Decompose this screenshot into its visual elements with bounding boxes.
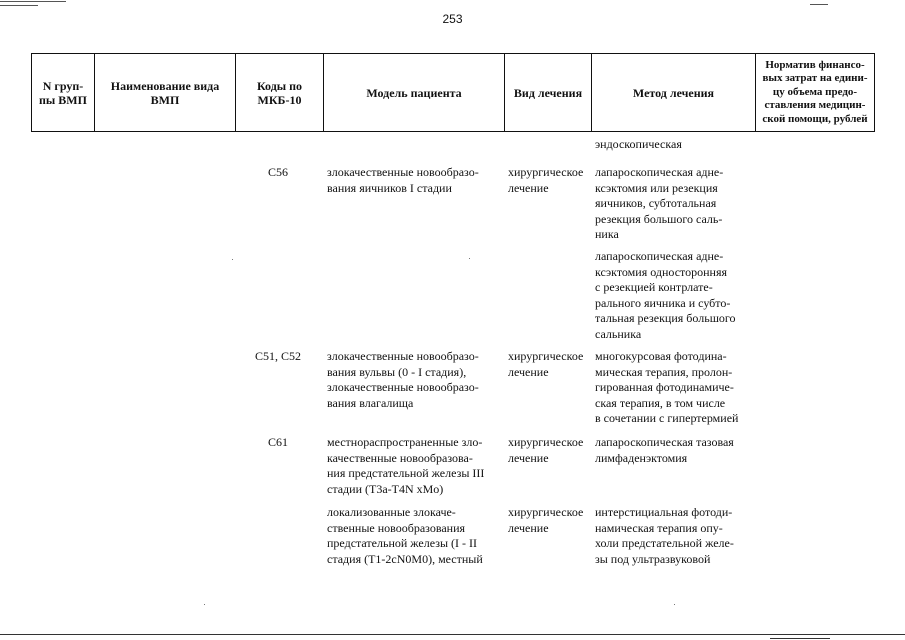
method-cell: лапароскопическая адне- ксэктомия односторонняя с резекцией контрлате- рального яичника и субто- тальная резекция большого сальника — [595, 249, 736, 341]
table-header — [31, 53, 875, 132]
scan-dot — [232, 259, 233, 260]
treatment-cell: хирургическое лечение — [508, 165, 584, 195]
scan-dot — [469, 258, 470, 259]
page-bottom-rule — [0, 634, 905, 635]
treatment-cell: хирургическое лечение — [508, 505, 584, 535]
method-cell: эндоскопическая — [595, 137, 682, 151]
header-col-codes — [236, 54, 324, 131]
method-cell: лапароскопическая тазовая лимфаденэктомия — [595, 435, 734, 465]
header-col-treatment-type — [505, 54, 592, 131]
method-cell: лапароскопическая адне- ксэктомия или резекция яичников, субтотальная резекция большого саль- ника — [595, 165, 724, 241]
header-col-group — [32, 54, 95, 131]
header-label: N груп- пы ВМП — [39, 78, 87, 107]
page-number: 253 — [442, 12, 463, 26]
model-cell: местнораспространенные зло- качественные новообразова- ния предстательной железы III стадии (T3a-T4N xMo) — [327, 435, 485, 496]
method-cell: интерстициальная фотоди- намическая терапия опу- холи предстательной желе- зы под ультразвуковой — [595, 505, 734, 566]
model-cell: локализованные злокаче- ственные новообразования предстательной железы (I - II стадия (T1-2cN0M0), местный — [327, 505, 483, 566]
header-label: Метод лечения — [632, 85, 715, 100]
method-cell: многокурсовая фотодина- мическая терапия, пролон- гированная фотодинамиче- ская терапия, в том числе в сочетании с гипертермией — [595, 349, 739, 425]
scan-artifact-line — [810, 4, 828, 5]
header-col-norm — [756, 54, 874, 131]
model-cell: злокачественные новообразо- вания вульвы (0 - I стадия), злокачественные новообразо- вания влагалища — [327, 349, 479, 410]
code-cell: C56 — [268, 165, 289, 179]
scan-dot — [674, 604, 675, 605]
treatment-cell: хирургическое лечение — [508, 435, 584, 465]
header-label: Модель пациента — [366, 85, 462, 100]
header-label: Норматив финансо- вых затрат на едини- цу объема предо- ставления медицин- ской помощи, рублей — [762, 58, 868, 125]
code-cell: C61 — [268, 435, 289, 449]
model-cell: злокачественные новообразо- вания яичников I стадии — [327, 165, 479, 195]
header-label: Коды по МКБ-10 — [256, 78, 303, 107]
scan-artifact-line — [0, 1, 66, 2]
header-label: Наименование вида ВМП — [110, 78, 220, 107]
header-col-method — [592, 54, 756, 131]
scan-artifact-line — [0, 5, 38, 6]
header-label: Вид лечения — [513, 85, 583, 100]
header-col-patient-model — [324, 54, 505, 131]
code-cell: C51, C52 — [255, 349, 302, 363]
scan-dot — [204, 604, 205, 605]
header-col-name — [95, 54, 236, 131]
treatment-cell: хирургическое лечение — [508, 349, 584, 379]
page-bottom-rule — [770, 638, 830, 639]
